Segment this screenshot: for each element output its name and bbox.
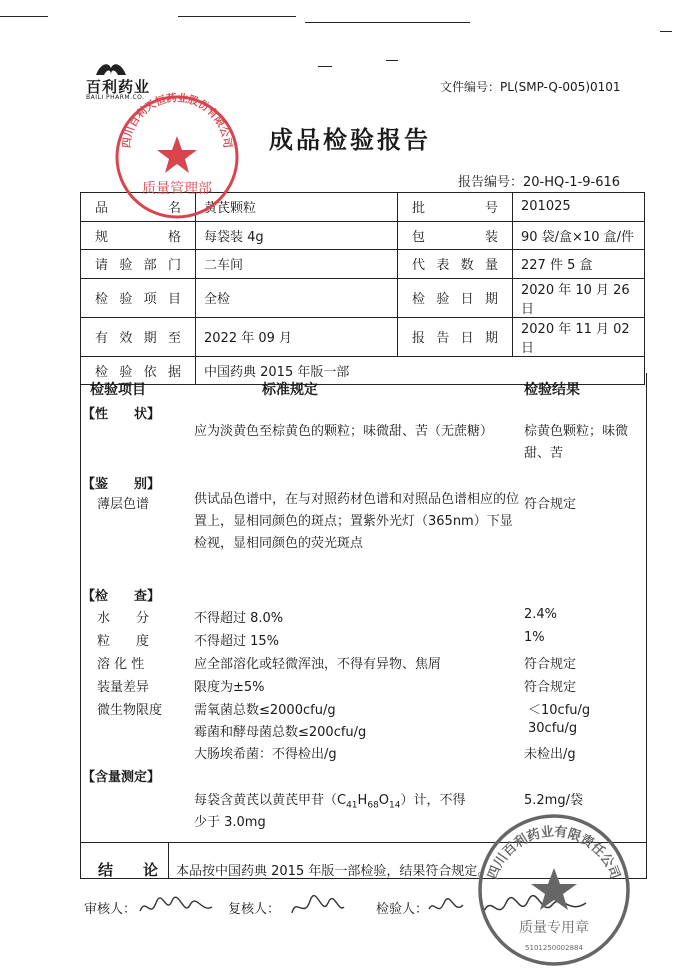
check-item: 粒 度 bbox=[97, 634, 150, 649]
header-label: 检验依据 bbox=[81, 356, 196, 385]
scan-line bbox=[660, 31, 672, 32]
inspector-label: 检验人： bbox=[376, 902, 429, 917]
company-logo bbox=[86, 58, 166, 106]
header-label: 报告日期 bbox=[398, 317, 513, 356]
check-result: 30cfu/g bbox=[528, 721, 578, 736]
stamp-dept-text: 质量管理部 bbox=[142, 181, 212, 197]
report-number: 报告编号：20-HQ-1-9-616 bbox=[458, 175, 621, 190]
header-label: 检验项目 bbox=[81, 278, 196, 317]
identify-result: 符合规定 bbox=[524, 497, 577, 512]
check-item: 微生物限度 bbox=[97, 703, 163, 718]
formula-subscript: 41 bbox=[346, 800, 358, 811]
identify-item: 薄层色谱 bbox=[97, 497, 150, 512]
header-value: 201025 bbox=[513, 193, 645, 222]
page-title: 成品检验报告 bbox=[269, 126, 431, 154]
rechecker-label: 复核人： bbox=[228, 902, 281, 917]
column-header-standard: 标准规定 bbox=[262, 382, 318, 398]
header-label: 批 号 bbox=[398, 193, 513, 222]
header-value: 2020 年 10 月 26 日 bbox=[513, 278, 645, 317]
stamp-dept-text: 质量专用章 bbox=[519, 920, 589, 936]
header-label: 有效期至 bbox=[81, 317, 196, 356]
content-result: 5.2mg/袋 bbox=[524, 793, 583, 808]
header-value: 每袋装 4g bbox=[196, 221, 398, 250]
header-label: 规 格 bbox=[81, 221, 196, 250]
column-header-result: 检验结果 bbox=[524, 382, 580, 398]
scan-line bbox=[305, 22, 470, 23]
conclusion-label: 结 论 bbox=[98, 861, 159, 879]
header-value: 全检 bbox=[196, 278, 398, 317]
header-label: 请验部门 bbox=[81, 250, 196, 279]
header-value: 2022 年 09 月 bbox=[196, 317, 398, 356]
header-label: 品 名 bbox=[81, 193, 196, 222]
scan-line bbox=[318, 66, 332, 67]
conclusion-divider-v bbox=[168, 842, 169, 878]
stamp-code-text: 5101250002884 bbox=[525, 944, 583, 952]
reviewer-signature bbox=[136, 893, 216, 921]
inspector-signature bbox=[426, 893, 466, 921]
character-standard: 应为淡黄色至棕黄色的颗粒；味微甜、苦（无蔗糖） bbox=[194, 424, 494, 439]
check-standard: 不得超过 8.0% bbox=[194, 611, 284, 626]
header-value: 中国药典 2015 年版一部 bbox=[196, 356, 645, 385]
formula-element: H bbox=[357, 793, 368, 808]
scan-line bbox=[386, 60, 398, 61]
content-standard bbox=[194, 789, 465, 811]
approver-signature bbox=[480, 893, 590, 923]
rechecker-signature bbox=[288, 893, 346, 921]
check-item: 水 分 bbox=[97, 611, 150, 626]
table-row bbox=[81, 193, 645, 222]
section-title-content: 【含量测定】 bbox=[82, 770, 161, 785]
table-row bbox=[81, 250, 645, 279]
conclusion-text: 本品按中国药典 2015 年版一部检验，结果符合规定。 bbox=[176, 864, 491, 879]
check-result: ＜10cfu/g bbox=[528, 703, 591, 718]
content-standard-text: 每袋含黄芪以黄芪甲苷（C bbox=[194, 793, 347, 808]
scan-line bbox=[178, 16, 296, 17]
section-title-character: 【性 状】 bbox=[82, 407, 161, 422]
conclusion-divider bbox=[80, 842, 646, 843]
check-standard: 限度为±5% bbox=[194, 680, 265, 695]
header-label: 代表数量 bbox=[398, 250, 513, 279]
formula-element: O bbox=[378, 793, 389, 808]
content-standard-line2: 少于 3.0mg bbox=[194, 815, 266, 830]
header-label: 包 装 bbox=[398, 221, 513, 250]
column-header-item: 检验项目 bbox=[90, 382, 146, 398]
header-value: 2020 年 11 月 02 日 bbox=[513, 317, 645, 356]
company-name-en: BAILI PHARM.CO. bbox=[86, 94, 145, 101]
table-row bbox=[81, 317, 645, 356]
check-result: 符合规定 bbox=[524, 657, 577, 672]
reviewer-label: 审核人： bbox=[84, 902, 137, 917]
character-result: 棕黄色颗粒；味微甜、苦 bbox=[524, 424, 629, 461]
stamp-ring-text: 四川百利天恒药业股份有限公司 bbox=[120, 92, 234, 149]
formula-subscript: 68 bbox=[367, 800, 379, 811]
header-value: 227 件 5 盒 bbox=[513, 250, 645, 279]
check-item: 装量差异 bbox=[97, 680, 150, 695]
stamp-ring-text: 四川百利药业有限责任公司 bbox=[485, 824, 623, 882]
section-title-identify: 【鉴 别】 bbox=[82, 477, 161, 492]
header-table bbox=[80, 192, 645, 385]
content-standard-text: ）计，不得 bbox=[400, 793, 466, 808]
table-row bbox=[81, 221, 645, 250]
check-standard: 应全部溶化或轻微浑浊，不得有异物、焦屑 bbox=[194, 657, 442, 672]
check-result: 符合规定 bbox=[524, 680, 577, 695]
company-name-cn: 百利药业 bbox=[86, 78, 151, 96]
check-item: 溶 化 性 bbox=[97, 657, 145, 672]
section-title-check: 【检 查】 bbox=[82, 589, 161, 604]
check-standard: 霉菌和酵母菌总数≤200cfu/g bbox=[194, 725, 367, 740]
check-standard: 不得超过 15% bbox=[194, 634, 280, 649]
check-result: 2.4% bbox=[524, 607, 558, 622]
header-value: 二车间 bbox=[196, 250, 398, 279]
formula-subscript: 14 bbox=[389, 800, 401, 811]
header-value: 黄芪颗粒 bbox=[196, 193, 398, 222]
document-number: 文件编号：PL(SMP-Q-005)0101 bbox=[440, 80, 621, 94]
header-value: 90 袋/盒×10 盒/件 bbox=[513, 221, 645, 250]
check-result: 1% bbox=[524, 630, 545, 645]
logo-mark-icon bbox=[94, 60, 128, 76]
check-standard: 大肠埃希菌：不得检出/g bbox=[194, 747, 337, 762]
table-row bbox=[81, 278, 645, 317]
identify-standard: 供试品色谱中，在与对照药材色谱和对照品色谱相应的位置上，显相同颜色的斑点；置紫外光灯（365nm）下显检视，显相同颜色的荧光斑点 bbox=[194, 492, 520, 551]
scan-line bbox=[0, 16, 48, 17]
header-label: 检验日期 bbox=[398, 278, 513, 317]
check-standard: 需氧菌总数≤2000cfu/g bbox=[194, 703, 336, 718]
check-result: 未检出/g bbox=[524, 747, 576, 762]
